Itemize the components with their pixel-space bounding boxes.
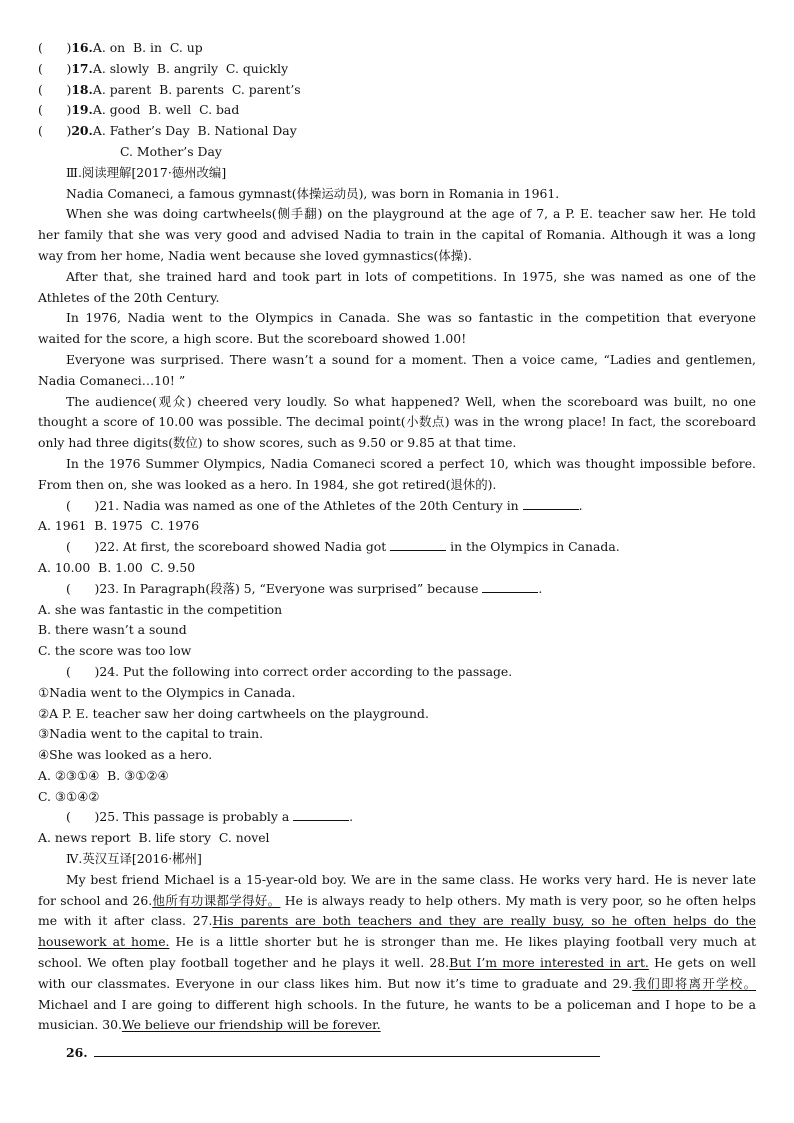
item-number: 27. <box>192 913 213 929</box>
answer-paren[interactable]: ( ) <box>38 81 72 97</box>
question-22 <box>38 537 756 558</box>
question-21 <box>38 496 756 517</box>
question-24-option-c: C. ③①④② <box>38 788 100 804</box>
reading-questions <box>38 496 756 850</box>
question-24-item: ①Nadia went to the Olympics in Canada. <box>38 684 296 700</box>
question-16 <box>38 38 756 59</box>
answer-paren[interactable]: ( ) <box>38 40 72 55</box>
question-number: 19. <box>71 102 93 118</box>
question-options: A. on B. in C. up <box>92 40 203 55</box>
question-17 <box>38 59 756 80</box>
question-18 <box>38 80 756 101</box>
question-end: . <box>538 580 543 596</box>
reading-passage <box>38 184 756 496</box>
question-23-option-a: A. she was fantastic in the competition <box>38 601 283 617</box>
answer-input-line[interactable] <box>94 1042 600 1057</box>
question-options: A. Father’s Day B. National Day <box>92 123 297 139</box>
underlined-26: 他所有功课都学得好。 <box>152 892 281 908</box>
question-24-item: ③Nadia went to the capital to train. <box>38 726 264 742</box>
answer-paren[interactable]: ( ) <box>66 539 100 555</box>
answer-paren[interactable]: ( ) <box>66 497 100 513</box>
passage-paragraph: Nadia Comaneci, a famous gymnast(体操运动员), was born in Romania in 1961. <box>66 185 560 201</box>
answer-paren[interactable]: ( ) <box>38 60 72 76</box>
question-text: 25. This passage is probably a <box>99 809 290 825</box>
underlined-29: 我们即将离开学校。 <box>632 975 756 991</box>
question-options: A. slowly B. angrily C. quickly <box>92 60 289 76</box>
question-number: 16. <box>71 40 93 55</box>
underlined-30: We believe our friendship will be forever. <box>121 1017 381 1033</box>
question-20-continued: C. Mother’s Day <box>120 143 222 159</box>
underlined-28: But I’m more interested in art. <box>449 955 649 971</box>
answer-paren[interactable]: ( ) <box>38 123 72 139</box>
passage-paragraph: Everyone was surprised. There wasn’t a sound for a moment. Then a voice came, “Ladies and gentlemen, Nadia Comaneci…10! ” <box>38 351 756 388</box>
question-25 <box>38 807 756 828</box>
question-22-options: A. 10.00 B. 1.00 C. 9.50 <box>38 559 196 575</box>
answer-number: 26. <box>66 1045 88 1061</box>
question-24-options-ab: A. ②③①④ B. ③①②④ <box>38 767 169 783</box>
passage-paragraph: The audience(观众) cheered very loudly. So what happened? Well, when the scoreboard was built, no one thought a score of 10.00 was possible. The decimal point(小数点) was in the wrong place! In fact, the scoreboard only had three digits(数位) to show scores, such as 9.50 or 9.85 at that time. <box>38 393 756 451</box>
question-23 <box>38 579 756 600</box>
question-end: in the Olympics in Canada. <box>450 539 620 555</box>
question-end: . <box>349 809 354 825</box>
question-number: 20. <box>71 123 93 139</box>
question-24 <box>38 662 756 683</box>
question-21-options: A. 1961 B. 1975 C. 1976 <box>38 518 200 534</box>
answer-line-26 <box>38 1042 756 1063</box>
section-4-title: Ⅳ.英汉互译[2016·郴州] <box>66 851 202 867</box>
passage-text: He gets on well with our classmates. Everyone in our class likes him. But now it’s time to graduate and 29. <box>38 955 756 991</box>
question-24-item: ④She was looked as a hero. <box>38 747 213 763</box>
question-text: 21. Nadia was named as one of the Athletes of the 20th Century in <box>99 497 519 513</box>
question-25-options: A. news report B. life story C. novel <box>38 830 270 846</box>
section-3-title: Ⅲ.阅读理解[2017·德州改编] <box>66 164 227 180</box>
answer-paren[interactable]: ( ) <box>66 663 100 679</box>
underlined-27: His parents are both teachers and they are really busy, so he often helps do the housework at home. <box>38 913 756 950</box>
question-list-top <box>38 38 756 163</box>
passage-text: Michael and I are going to different high schools. In the future, he wants to be a policeman and I hope to be a musician. 30. <box>38 996 756 1033</box>
translation-passage <box>38 870 756 1036</box>
question-text: 22. At first, the scoreboard showed Nadia got <box>99 539 387 555</box>
answer-paren[interactable]: ( ) <box>38 102 72 118</box>
question-24-item: ②A P. E. teacher saw her doing cartwheels on the playground. <box>38 705 429 721</box>
passage-text: He is a little shorter but he is stronger than me. He likes playing football very much at school. We often play football together and he plays it well. 28. <box>38 934 756 971</box>
question-number: 18. <box>71 81 93 97</box>
passage-paragraph: After that, she trained hard and took part in lots of competitions. In 1975, she was named as one of the Athletes of the 20th Century. <box>38 268 756 305</box>
question-options: A. parent B. parents C. parent’s <box>92 81 301 97</box>
fill-blank[interactable] <box>293 808 349 821</box>
question-options: A. good B. well C. bad <box>92 102 240 118</box>
answer-paren[interactable]: ( ) <box>66 580 100 596</box>
fill-blank[interactable] <box>390 538 446 551</box>
fill-blank[interactable] <box>482 580 538 593</box>
passage-paragraph: When she was doing cartwheels(侧手翻) on the playground at the age of 7, a P. E. teacher saw her. He told her family that she was very good and advised Nadia to train in the capital of Romania. Although it was a long way from her home, Nadia went because she loved gymnastics(体操). <box>38 206 756 263</box>
question-20 <box>38 121 756 142</box>
fill-blank[interactable] <box>523 497 579 510</box>
question-number: 17. <box>71 60 93 76</box>
question-text: 24. Put the following into correct order according to the passage. <box>99 663 513 679</box>
question-23-option-b: B. there wasn’t a sound <box>38 622 187 638</box>
question-text: 23. In Paragraph(段落) 5, “Everyone was surprised” because <box>99 580 479 596</box>
answer-paren[interactable]: ( ) <box>66 809 100 825</box>
question-23-option-c: C. the score was too low <box>38 643 192 659</box>
passage-text: He is always ready to help others. My math is very poor, so he often helps me with it after class. <box>38 892 756 929</box>
question-end: . <box>578 497 583 513</box>
worksheet-page <box>38 38 756 1063</box>
passage-paragraph: In 1976, Nadia went to the Olympics in Canada. She was so fantastic in the competition that everyone waited for the score, a high score. But the scoreboard showed 1.00! <box>38 310 756 347</box>
question-19 <box>38 100 756 121</box>
passage-text: My best friend Michael is a 15-year-old boy. We are in the same class. He works very hard. He is never late for school and 26. <box>38 871 756 908</box>
passage-paragraph: In the 1976 Summer Olympics, Nadia Comaneci scored a perfect 10, which was thought impossible before. From then on, she was looked as a hero. In 1984, she got retired(退休的). <box>38 455 756 492</box>
